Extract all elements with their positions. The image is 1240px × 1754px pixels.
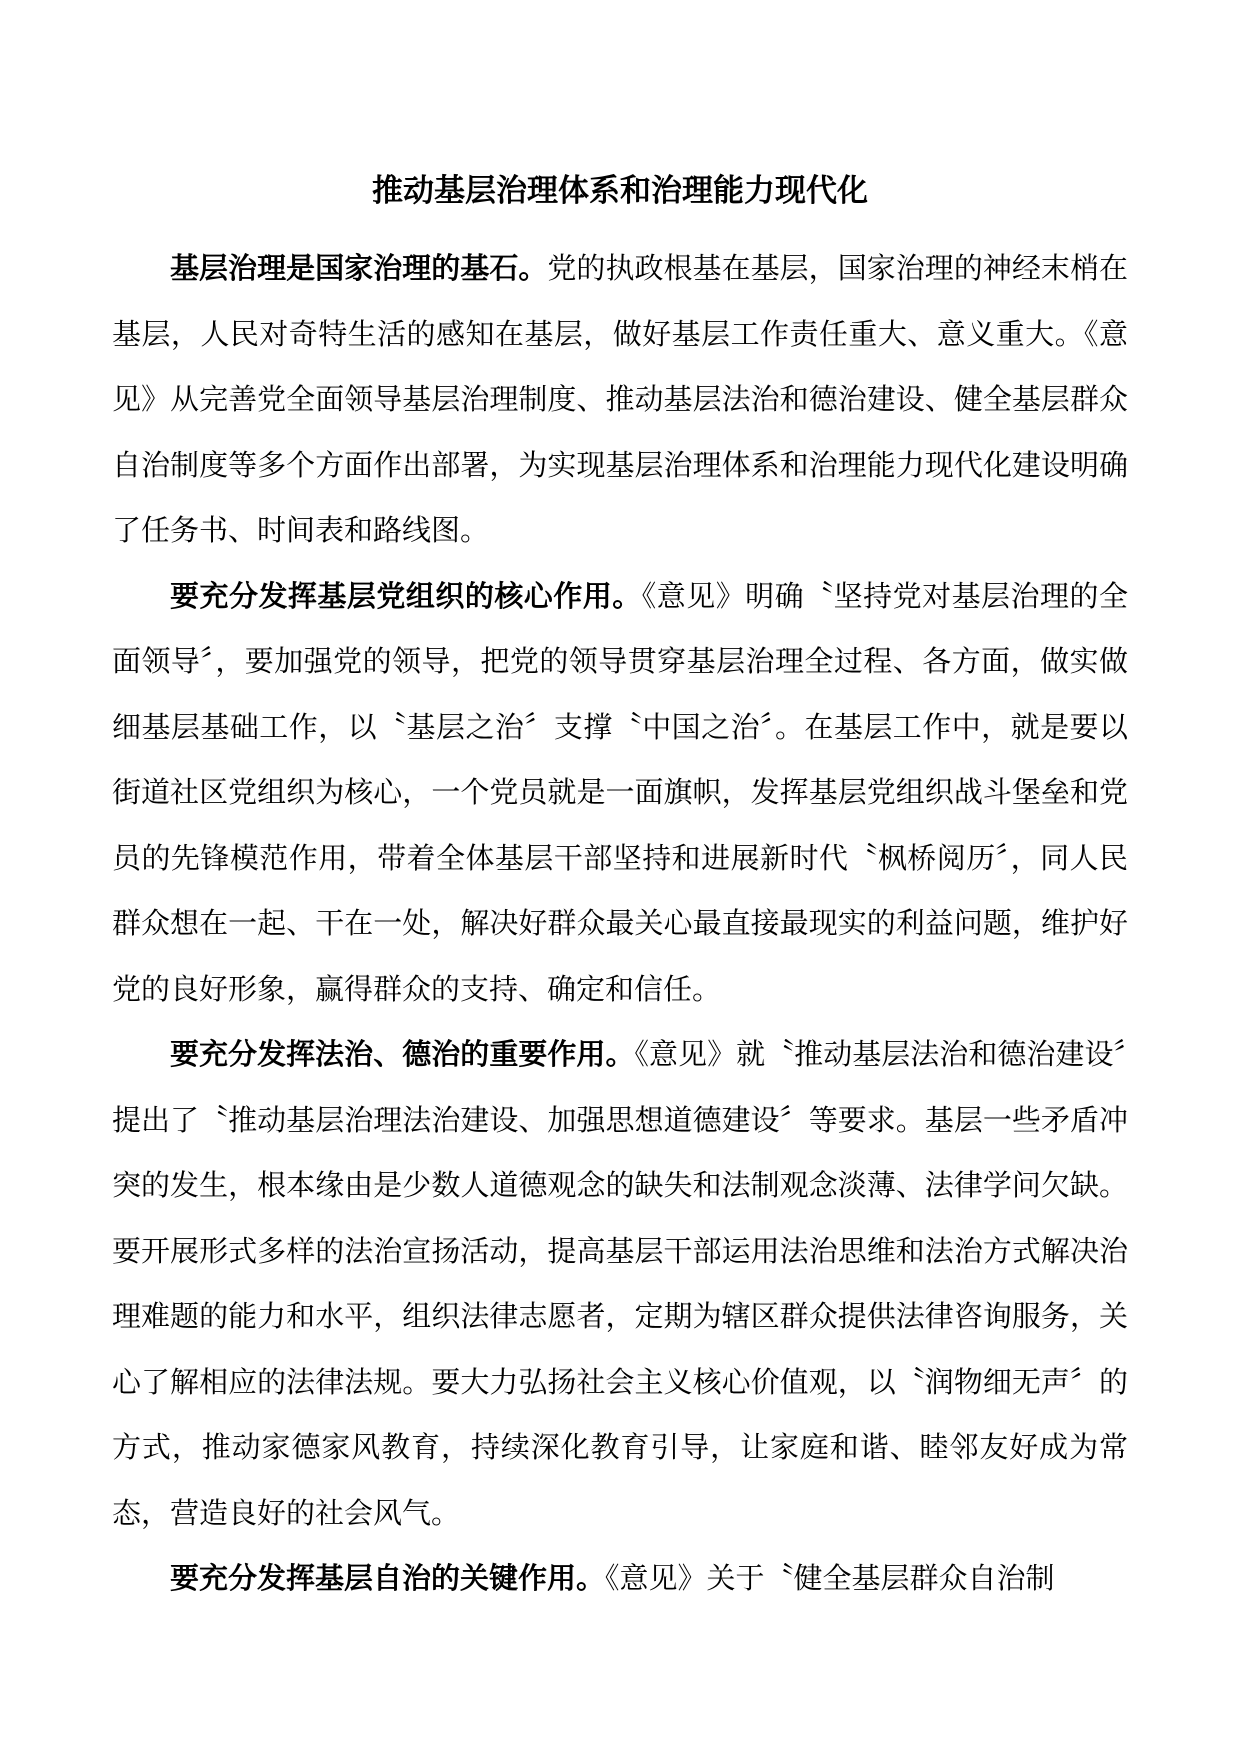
document-title: 推动基层治理体系和治理能力现代化 <box>372 173 868 209</box>
paragraph-text: 《意见》就〝推动基层法治和德治建设〞提出了〝推动基层治理法治建设、加强思想道德建设〞等要求。基层一些矛盾冲突的发生，根本缘由是少数人道德观念的缺失和法制观念淡薄、法律学问欠缺。要开展形式多样的法治宣扬活动，提高基层干部运用法治思维和法治方式解决治理难题的能力和水平，组织法律志愿者，定期为辖区群众提供法律咨询服务，关心了解相应的法律法规。要大力弘扬社会主义核心价值观，以〝润物细无声〞的方式，推动家德家风教育，持续深化教育引导，让家庭和谐、睦邻友好成为常态，营造良好的社会风气。 <box>112 1037 1128 1530</box>
document-body <box>112 236 1128 1612</box>
paragraph-3 <box>112 1022 1128 1546</box>
paragraph-text: 《意见》关于〝健全基层群众自治制 <box>605 1561 1055 1595</box>
paragraph-text: 《意见》明确〝坚持党对基层治理的全面领导〞，要加强党的领导，把党的领导贯穿基层治理全过程、各方面，做实做细基层基础工作，以〝基层之治〞支撑〝中国之治〞。在基层工作中，就是要以街道社区党组织为核心，一个党员就是一面旗帜，发挥基层党组织战斗堡垒和党员的先锋模范作用，带着全体基层干部坚持和进展新时代〝枫桥阅历〞，同人民群众想在一起、干在一处，解决好群众最关心最直接最现实的利益问题，维护好党的良好形象，赢得群众的支持、确定和信任。 <box>112 578 1128 1006</box>
paragraph-1 <box>112 236 1128 564</box>
paragraph-2 <box>112 564 1128 1023</box>
paragraph-lead: 基层治理是国家治理的基石。 <box>170 251 548 285</box>
paragraph-4 <box>112 1546 1128 1612</box>
paragraph-lead: 要充分发挥基层自治的关键作用。 <box>170 1561 606 1595</box>
paragraph-text: 党的执政根基在基层，国家治理的神经末梢在基层，人民对奇特生活的感知在基层，做好基层工作责任重大、意义重大。《意见》从完善党全面领导基层治理制度、推动基层法治和德治建设、健全基层群众自治制度等多个方面作出部署，为实现基层治理体系和治理能力现代化建设明确了任务书、时间表和路线图。 <box>112 251 1128 547</box>
paragraph-lead: 要充分发挥法治、德治的重要作用。 <box>170 1037 635 1071</box>
paragraph-lead: 要充分发挥基层党组织的核心作用。 <box>170 578 642 613</box>
